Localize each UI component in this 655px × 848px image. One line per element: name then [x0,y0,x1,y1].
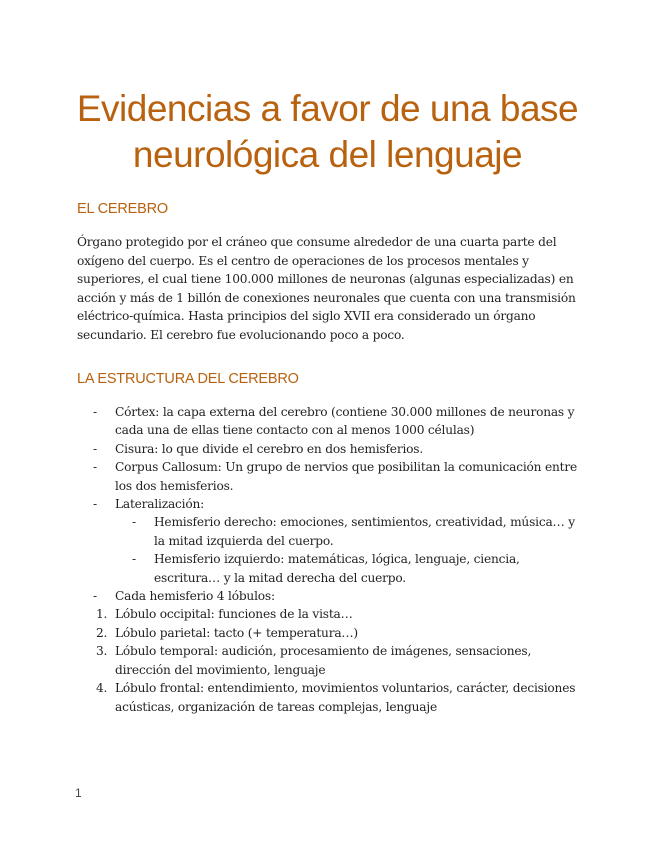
list-item-text: Lóbulo parietal: tacto (+ temperatura…) [115,625,358,640]
list-item-text: Hemisferio izquierdo: matemáticas, lógica, lenguaje, ciencia, escritura… y la mitad derecha del cuerpo. [154,552,520,585]
list-marker: - [132,552,136,567]
list-item-text: Córtex: la capa externa del cerebro (contiene 30.000 millones de neuronas y cada una de ellas tiene contacto con al menos 1000 células) [115,405,575,438]
list-marker: - [93,441,97,456]
list-item-text: Lóbulo temporal: audición, procesamiento de imágenes, sensaciones, dirección del movimiento, lenguaje [115,644,532,677]
numbered-list-item [77,642,577,679]
list-marker: - [93,405,97,419]
list-marker: - [93,589,97,604]
list-item-text: Corpus Callosum: Un grupo de nervios que posibilitan la comunicación entre los dos hemisferios. [115,460,577,493]
list-number: 2. [96,625,108,640]
sub-list-item [77,550,577,587]
list-item-text: Cisura: lo que divide el cerebro en dos hemisferios. [115,441,424,456]
list-number: 4. [96,681,108,696]
document-title: Evidencias a favor de una base neurológica del lenguaje [76,88,579,175]
list-marker: - [93,497,97,512]
list-marker: - [132,515,136,530]
page-number: 1 [75,786,82,800]
numbered-list-item [77,624,577,642]
numbered-list-item [77,679,577,716]
structure-list [77,403,577,716]
section-paragraph-el-cerebro: Órgano protegido por el cráneo que consume alrededor de una cuarta parte del oxígeno del cuerpo. Es el centro de operaciones de los procesos mentales y superiores, el cual tiene 100.000 millones de neuronas (algunas especializadas) en acción y más de 1 billón de conexiones neuronales que cuenta con una transmisión eléctrico-química. Hasta principios del siglo XVII era considerado un órgano secundario. El cerebro fue evolucionando poco a poco. [77,235,576,342]
sub-list-item [77,513,577,550]
list-item [77,458,577,495]
list-item-text: Hemisferio derecho: emociones, sentimientos, creatividad, música… y la mitad izquierda del cuerpo. [154,515,575,548]
list-item [77,495,577,513]
list-item [77,587,577,605]
list-item [77,440,577,458]
list-number: 1. [96,607,108,622]
section-heading-el-cerebro: EL CEREBRO [77,201,168,217]
list-item [77,403,577,440]
list-number: 3. [96,644,108,659]
list-item-text: Lóbulo occipital: funciones de la vista… [115,607,353,622]
numbered-list-item [77,605,577,623]
list-item-text: Lateralización: [115,497,205,512]
list-marker: - [93,460,97,475]
list-item-text: Lóbulo frontal: entendimiento, movimientos voluntarios, carácter, decisiones acústicas, organización de tareas complejas, lenguaje [115,681,576,714]
section-heading-estructura: LA ESTRUCTURA DEL CEREBRO [77,371,299,387]
list-item-text: Cada hemisferio 4 lóbulos: [115,589,275,604]
